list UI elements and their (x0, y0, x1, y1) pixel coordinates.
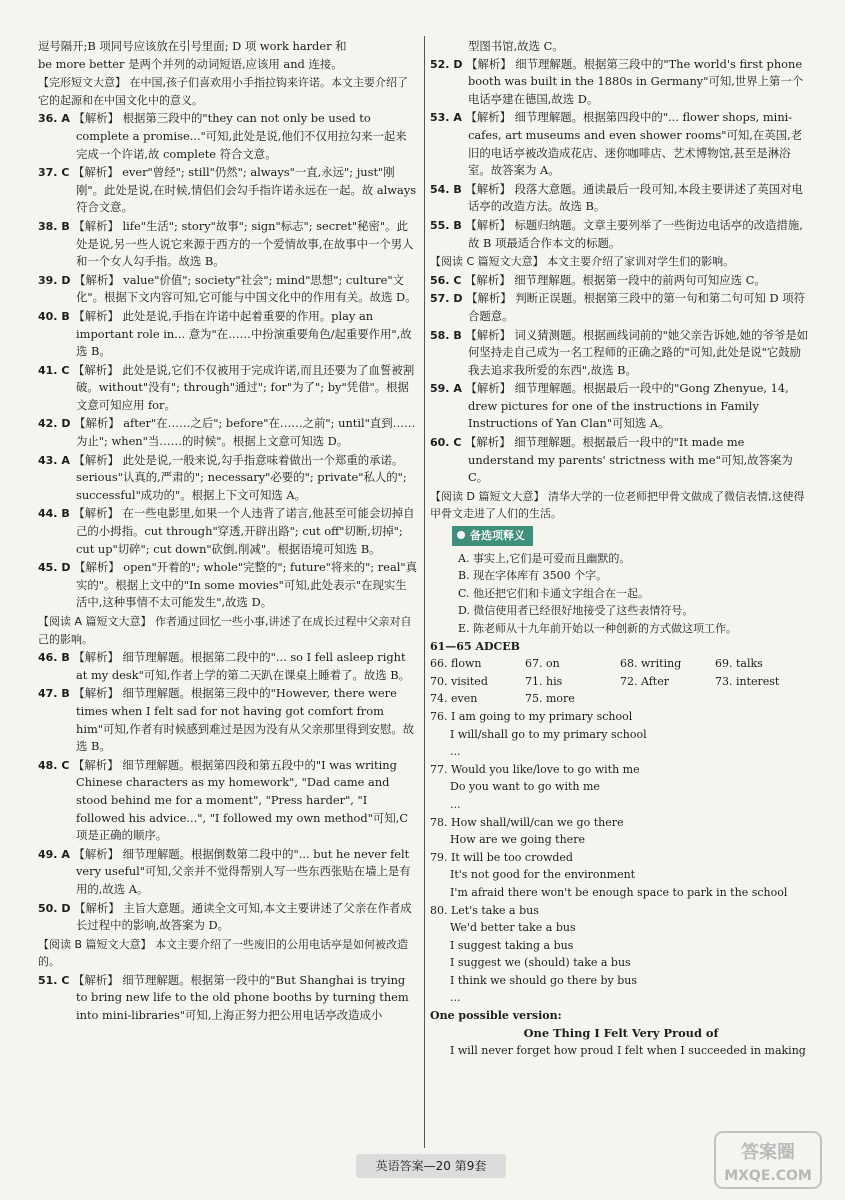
q80-line: We'd better take a bus (450, 921, 576, 935)
answer-number: 40. B (38, 309, 70, 323)
fill-answer: 72. After (620, 674, 670, 688)
right-column (430, 38, 812, 1060)
answer-text: 【解析】 细节理解题。根据最后一段中的"It made me understand my parents' strictness with me"可知,故答案为 C。 (465, 435, 793, 485)
options-label-text: 备选项释义 (470, 529, 525, 543)
page-footer: 英语答案—20 第9套 (356, 1154, 506, 1178)
answer-list (38, 649, 418, 935)
reading-d-summary: 【阅读 D 篇短文大意】 清华大学的一位老师把甲骨文做成了微信表情,这使得甲骨文走进了人们的生活。 (430, 489, 805, 521)
answer-list (430, 272, 812, 487)
q76-line: I will/shall go to my primary school (450, 727, 647, 741)
fill-answer: 67. on (525, 657, 560, 671)
essay-title: One Thing I Felt Very Proud of (523, 1025, 719, 1040)
answer-text: 【解析】 细节理解题。根据最后一段中的"Gong Zhenyue, 14, drew pictures for one of the instructions in Family Instructions of Yan Clan"可知选 A。 (465, 381, 789, 431)
answer-number: 49. A (38, 847, 70, 861)
answer-number: 51. C (38, 973, 70, 987)
intro-line-1: 逗号隔开;B 项同号应该放在引号里面; D 项 work harder 和 (38, 39, 347, 53)
answer-item (38, 110, 418, 163)
answer-text: 【解析】 根据第三段中的"they can not only be used to complete a promise..."可知,此处是说,他们不仅用拉勾来一起来完成一个许诺,故 complete 符合文意。 (73, 111, 407, 161)
answer-item (430, 290, 812, 325)
svg-text:MXQE.COM: MXQE.COM (724, 1168, 812, 1184)
bullet-icon (457, 531, 465, 539)
answer-number: 37. C (38, 166, 70, 180)
answer-text: 【解析】 此处是说,手指在许诺中起着重要的作用。play an important role in... 意为"在……中扮演重要角色/起重要作用",故选 B。 (73, 308, 412, 359)
reading-a-summary: 【阅读 A 篇短文大意】 作者通过回忆一些小事,讲述了在成长过程中父亲对自己的影响。 (38, 615, 412, 646)
fill-row (430, 690, 812, 708)
answer-number: 43. A (38, 453, 70, 467)
answer-number: 48. C (38, 758, 70, 772)
answer-text: 【解析】 细节理解题。根据第三段中的"The world's first phone booth was built in the 1880s in Germany"可知,世界上第一个电话亭建在德国,故选 D。 (466, 56, 804, 106)
fill-answer: 69. talks (715, 657, 763, 671)
q79-line: It's not good for the environment (450, 868, 636, 882)
continued-text: 型图书馆,故选 C。 (468, 39, 564, 53)
q77-line: ... (450, 797, 461, 811)
answer-item (38, 559, 418, 612)
fill-answer: 73. interest (715, 674, 780, 688)
answer-number: 50. D (38, 901, 71, 915)
cloze-summary: 【完形短文大意】 在中国,孩子们喜欢用小手指拉钩来许诺。本文主要介绍了它的起源和在中国文化中的意义。 (38, 76, 408, 107)
left-column (38, 38, 418, 1026)
answer-number: 53. A (430, 111, 462, 125)
option-item: C. 他还把它们和卡通文字组合在一起。 (458, 586, 650, 600)
answer-text: 【解析】 细节理解题。根据第一段中的前两句可知应选 C。 (465, 272, 766, 287)
answer-text: 【解析】 open"开着的"; whole"完整的"; future"将来的"; real"真实的"。根据上文中的"In some movies"可知,此处表示"在现实生活中,这种事情不太可能发生",故选 D。 (74, 560, 418, 610)
q80-line: ... (450, 991, 461, 1005)
answer-number: 56. C (430, 273, 462, 287)
answer-text: 【解析】 life"生活"; story"故事"; sign"标志"; secret"秘密"。此处是说,另一些人说它来源于西方的一个爱情故事,在故事中一个男人和一个女人勾手指。故选 B。 (73, 218, 414, 269)
reading-b-summary: 【阅读 B 篇短文大意】 本文主要介绍了一些废旧的公用电话亭是如何被改造的。 (38, 937, 409, 969)
answer-text: 【解析】 此处是说,一般来说,勾手指意味着做出一个郑重的承诺。serious"认真的,严肃的"; necessary"必要的"; private"私人的"; successful"成功的"。根据上下文可知选 A。 (73, 452, 407, 502)
answer-text: 【解析】 value"价值"; society"社会"; mind"思想"; culture"文化"。根据下文内容可知,它可能与中国文化中的作用有关。故选 D。 (74, 272, 417, 305)
answer-item (430, 380, 812, 433)
answer-text: 【解析】 判断正误题。根据第三段中的第一句和第二句可知 D 项符合题意。 (466, 291, 806, 323)
answer-number: 60. C (430, 436, 462, 450)
q79-line: 79. It will be too crowded (430, 850, 573, 864)
answer-text: 【解析】 细节理解题。根据第二段中的"... so I fell asleep right at my desk"可知,作者上学的第二天趴在课桌上睡着了。故选 B。 (73, 650, 411, 682)
answer-number: 46. B (38, 651, 70, 665)
answer-number: 44. B (38, 507, 70, 521)
answer-text: 【解析】 主旨大意题。通读全文可知,本文主要讲述了父亲在作者成长过程中的影响,故答案为 D。 (74, 900, 412, 933)
fill-answer: 75. more (525, 692, 575, 706)
answer-number: 39. D (38, 273, 71, 287)
answer-number: 47. B (38, 687, 70, 701)
essay-first-line: I will never forget how proud I felt when I succeeded in making (450, 1044, 806, 1058)
answer-number: 45. D (38, 561, 71, 575)
answer-number: 57. D (430, 292, 463, 306)
fill-answer: 71. his (525, 674, 563, 688)
answer-text: 【解析】 细节理解题。根据第四段和第五段中的"I was writing Chinese characters as my homework", "Dad came and stood behind me for a moment", "Press harder", "I followed his advice...", "I followed my own method"可知,C 项是正确的顺序。 (73, 757, 409, 843)
answer-number: 54. B (430, 182, 462, 196)
fill-answer (715, 690, 810, 708)
fill-answer (620, 690, 715, 708)
answer-item (38, 757, 418, 845)
answer-item (430, 217, 812, 252)
answer-text: 【解析】 细节理解题。根据倒数第二段中的"... but he never felt very useful"可知,父亲并不觉得帮别人写一些东西张贴在墙上是有用的,故选 A。 (73, 846, 411, 896)
q78-line: How are we going there (450, 833, 585, 847)
answer-item (38, 685, 418, 755)
answer-number: 41. C (38, 363, 70, 377)
fill-answers (430, 655, 812, 708)
intro-line-2: be more better 是两个并列的动词短语,应该用 and 连接。 (38, 56, 343, 71)
answer-item (38, 164, 418, 217)
option-item: A. 事实上,它们是可爱而且幽默的。 (458, 551, 631, 565)
answer-number: 38. B (38, 219, 70, 233)
answer-text: 【解析】 细节理解题。根据第四段中的"... flower shops, mini-cafes, art museums and even shower rooms"可知,在英国,老旧的电话亭被改造成花店、迷你咖啡店、艺术博物馆,甚至是淋浴室。故答案为 A。 (465, 110, 803, 178)
answer-item (38, 308, 418, 361)
answer-text: 【解析】 after"在……之后"; before"在……之前"; until"直到……为止"; when"当……的时候"。根据上文意可知选 D。 (74, 416, 416, 449)
answer-text: 【解析】 词义猜测题。根据画线词前的"她父亲告诉她,她的爷爷是如何坚持走自己成为一名工程师的正确之路的"可知,此处是说"它鼓励我去追求我所爱的东西",故选 B。 (465, 327, 809, 377)
fill-answer: 66. flown (430, 657, 482, 671)
q80-line: I suggest taking a bus (450, 938, 574, 952)
fill-answer: 68. writing (620, 657, 682, 671)
answer-item (38, 452, 418, 505)
answer-number: 42. D (38, 417, 71, 431)
q76-line: 76. I am going to my primary school (430, 709, 633, 723)
answer-number: 58. B (430, 328, 462, 342)
answer-item (38, 362, 418, 415)
answer-number: 52. D (430, 57, 463, 71)
answer-item (430, 109, 812, 179)
answer-text: 【解析】 细节理解题。根据第一段中的"But Shanghai is trying to bring new life to the old phone booths by turning them into mini-libraries"可知,上海正努力把公用电话亭改造成小 (73, 972, 409, 1023)
answer-item (430, 434, 812, 487)
watermark-logo (713, 1130, 823, 1190)
answer-text: 【解析】 标题归纳题。文章主要列举了一些街边电话亭的改造措施,故 B 项最适合作本文的标题。 (465, 217, 803, 250)
option-list (430, 550, 812, 638)
option-item: E. 陈老师从十九年前开始以一种创新的方式做这项工作。 (458, 622, 738, 635)
sentence-answers (430, 708, 812, 1007)
answer-item (430, 272, 812, 290)
answer-item (38, 415, 418, 450)
answer-item (38, 972, 418, 1025)
answer-text: 【解析】 段落大意题。通读最后一段可知,本段主要讲述了英国对电话亭的改造方法。故选 B。 (465, 181, 803, 214)
q78-line: 78. How shall/will/can we go there (430, 815, 624, 829)
option-item: B. 现在字体库有 3500 个字。 (458, 569, 608, 583)
answer-text: 【解析】 ever"曾经"; still"仍然"; always"一直,永远"; just"刚刚"。此处是说,在时候,情侣们会勾手指许诺永远在一起。故 always 符合文意。 (73, 165, 417, 215)
answer-item (38, 846, 418, 899)
answer-text: 【解析】 在一些电影里,如果一个人违背了诺言,他甚至可能会切掉自己的小拇指。cut through"穿透,开辟出路"; cut off"切断,切掉"; cut up"切碎"; cut down"砍倒,削减"。根据语境可知选 B。 (73, 506, 415, 556)
answer-61-65: 61—65 ADCEB (430, 639, 520, 653)
reading-c-summary: 【阅读 C 篇短文大意】 本文主要介绍了家训对学生们的影响。 (430, 255, 735, 269)
svg-text:答案圈: 答案圈 (741, 1142, 795, 1163)
q77-line: Do you want to go with me (450, 780, 600, 794)
fill-answer: 70. visited (430, 674, 488, 688)
q77-line: 77. Would you like/love to go with me (430, 762, 640, 776)
answer-text: 【解析】 此处是说,它们不仅被用于完成许诺,而且还要为了血誓被割破。without"没有"; through"通过"; for"为了"; by"凭借"。根据文意可知应用 for。 (73, 362, 415, 412)
column-divider (424, 36, 425, 1148)
answer-item (430, 56, 812, 109)
fill-row (430, 655, 812, 673)
q79-line: I'm afraid there won't be enough space to park in the school (450, 885, 788, 899)
answer-text: 【解析】 细节理解题。根据第三段中的"However, there were times when I felt sad for not having got comfort from him"可知,作者有时候感到难过是因为没有从父亲那里得到安慰。故选 B。 (73, 686, 415, 754)
answer-list (430, 56, 812, 253)
answer-list (38, 110, 418, 612)
q76-line: ... (450, 745, 461, 759)
answer-item (38, 649, 418, 684)
answer-number: 36. A (38, 112, 70, 126)
answer-item (38, 900, 418, 935)
answer-number: 59. A (430, 382, 462, 396)
fill-answer: 74. even (430, 692, 478, 706)
answer-item (38, 505, 418, 558)
answer-number: 55. B (430, 218, 462, 232)
q80-line: 80. Let's take a bus (430, 903, 539, 917)
answer-item (38, 272, 418, 307)
option-item: D. 微信使用者已经很好地接受了这些表情符号。 (458, 604, 694, 618)
fill-row (430, 673, 812, 691)
q80-line: I think we should go there by bus (450, 973, 637, 987)
answer-item (430, 327, 812, 380)
answer-item (430, 181, 812, 216)
q80-line: I suggest we (should) take a bus (450, 956, 631, 970)
version-label: One possible version: (430, 1009, 562, 1023)
answer-item (38, 218, 418, 271)
options-label (452, 526, 533, 546)
